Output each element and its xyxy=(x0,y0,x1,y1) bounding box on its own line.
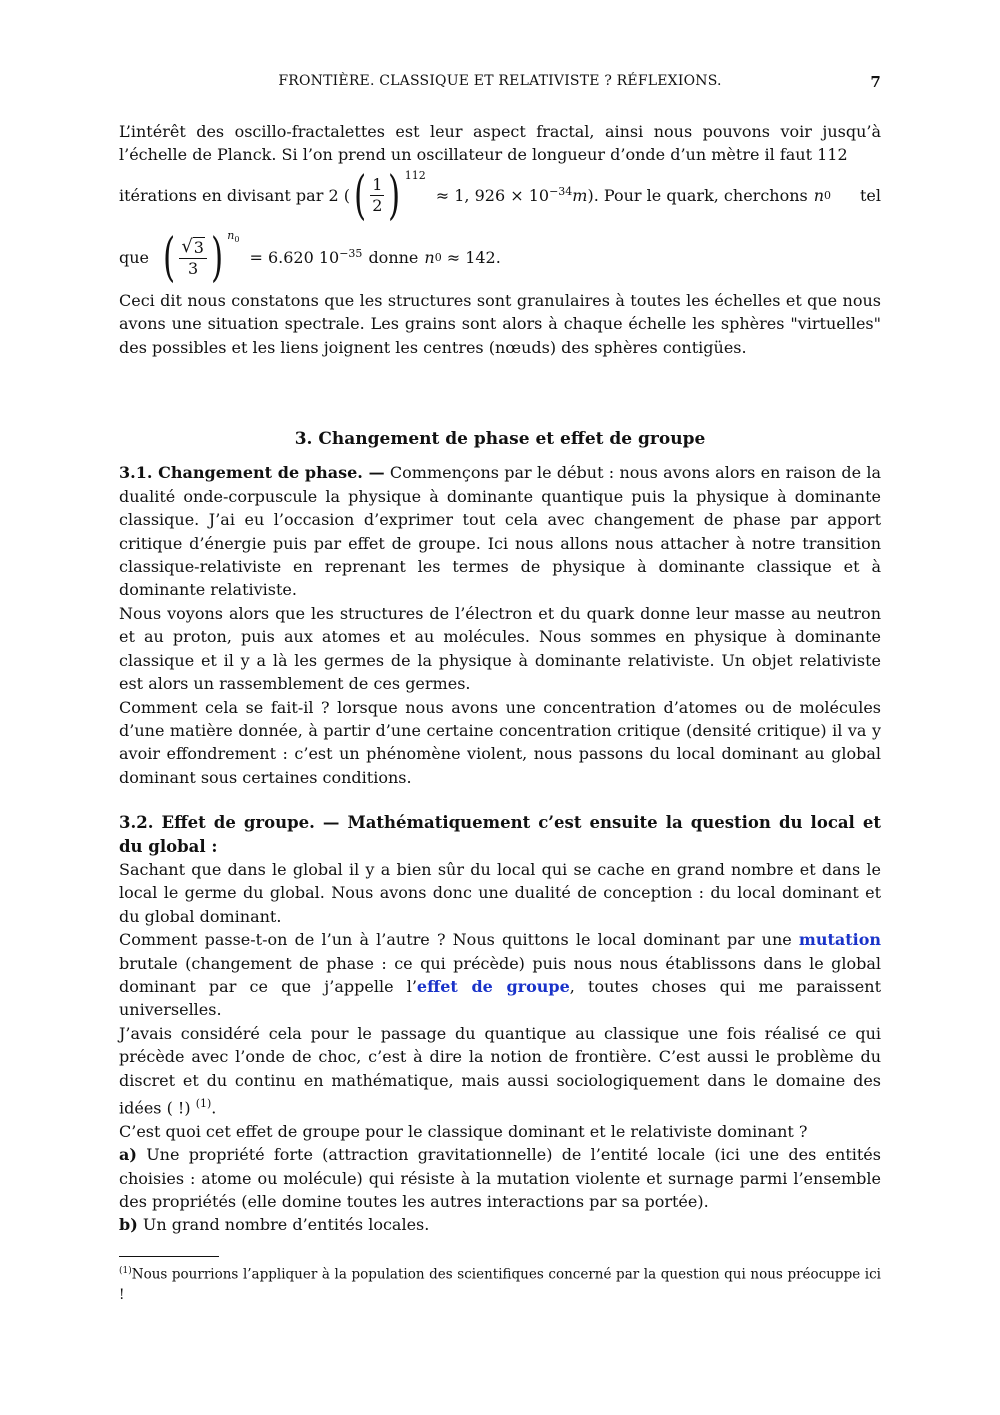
effet-de-groupe-link[interactable]: effet de groupe xyxy=(416,976,570,996)
eq2-rhs-exponent: −35 xyxy=(339,247,363,261)
footnote xyxy=(119,1261,881,1305)
header-title: FRONTIÈRE. CLASSIQUE ET RELATIVISTE ? RÉFLEXIONS. xyxy=(278,73,722,89)
section-3-2-paragraph-1: Sachant que dans le global il y a bien sûr du local qui se cache en grand nombre et dans le local le germe du global. Nous avons donc une dualité de conception : du local dominant et du global dominant. xyxy=(119,859,881,926)
eq2-rhs: = 6.620 10 xyxy=(249,248,340,268)
eq1-unit: m xyxy=(572,186,588,206)
item-b-label: b) xyxy=(119,1215,138,1235)
eq2-sqrt-arg: 3 xyxy=(193,237,204,257)
equation-quark: que ( √ 3 3 ) $n_0$ = 6.620 10 −35 donne n 0 ≈ 142. xyxy=(119,227,881,289)
footnote-divider xyxy=(119,1256,219,1257)
section-3-1-heading: 3.1. Changement de phase. — xyxy=(119,463,385,483)
eq1-variable: n xyxy=(813,186,825,206)
item-a-label: a) xyxy=(119,1145,137,1165)
eq1-numerator: 1 xyxy=(372,175,383,195)
footnote-mark: (1) xyxy=(119,1266,132,1276)
granularity-paragraph: Ceci dit nous constatons que les structures sont granulaires à toutes les échelles et que nous avons une situation spectrale. Les grains sont alors à chaque échelle les sphères "virtuelles" des possibles et les liens joignent les centres (nœuds) des sphères contigües. xyxy=(119,290,881,357)
eq2-fraction xyxy=(179,237,207,279)
section-3-title: 3. Changement de phase et effet de groupe xyxy=(294,429,706,450)
section-3-2-heading: 3.2. Effet de groupe. — Mathématiquement c’est ensuite la question du local et du global : xyxy=(119,813,881,856)
section-3-1-paragraph-1: 3.1. Changement de phase. — Commençons par le début : nous avons alors en raison de la dualité onde-corpuscule la physique à dominante quantique puis la physique à dominante classique. J’ai eu l’occasion d’exprimer tout cela avec changement de phase par apport critique d’énergie puis par effet de groupe. Ici nous allons nous attacher à notre transition classique-relativiste en reprenant les termes de physique à dominante classique et à dominante relativiste. xyxy=(119,463,881,600)
eq1-suffix: ). Pour le quark, cherchons xyxy=(587,186,808,206)
footnote-text: Nous pourrions l’appliquer à la population des scientifiques concerné par la question qui nous préocuppe ici ! xyxy=(119,1266,881,1303)
list-item-b: b) Un grand nombre d’entités locales. xyxy=(119,1215,430,1235)
eq2-text: donne xyxy=(368,248,419,268)
eq2-prefix: que xyxy=(119,248,150,268)
eq1-exponent: 112 xyxy=(404,169,426,183)
equation-planck: itérations en divisant par 2 ( ( $\frac{1}{2}$ ) 112 ≈ 1, 926 × 10 −34 m ). Pour le quark, cherchons n 0 tel xyxy=(119,165,881,226)
mutation-link[interactable]: mutation xyxy=(798,930,881,950)
page-number: 7 xyxy=(870,73,881,91)
eq1-tail: tel xyxy=(859,186,881,206)
section-3-1-paragraph-3: Comment cela se fait-il ? lorsque nous avons une concentration d’atomes ou de molécules d’une matière donnée, à partir d’une certaine concentration critique (densité critique) il va y avoir effondrement : c’est un phénomène violent, nous passons du local dominant au global dominant sous certaines conditions. xyxy=(119,697,881,787)
eq2-variable-subscript: 0 xyxy=(434,251,442,265)
eq1-variable-subscript: 0 xyxy=(824,189,832,203)
sqrt-symbol: √ 3 xyxy=(181,235,204,257)
section-3-1-paragraph-2: Nous voyons alors que les structures de l’électron et du quark donne leur masse au neutron et au proton, puis aux atomes et au molécules. Nous sommes en physique à dominante classique et il y a là les germes de la physique à dominante relativiste. Un objet relativiste est alors un rassemblement de ces germes. xyxy=(119,603,881,694)
eq2-exponent: $n_0$ xyxy=(227,229,240,245)
section-3-2-paragraph-4: C’est quoi cet effet de groupe pour le classique dominant et le relativiste dominant ? xyxy=(119,1121,808,1141)
eq1-prefix: itérations en divisant par 2 ( xyxy=(119,186,350,206)
eq2-numerator xyxy=(179,237,207,259)
footnote-reference[interactable]: (1) xyxy=(195,1097,212,1110)
list-item-a: a) Une propriété forte (attraction gravitationnelle) de l’entité locale (ici une des entités choisies : atome ou molécule) qui résiste à la mutation violente et surnage parmi l’ensemble des propriétés (elle domine toutes les autres interactions par sa portée). xyxy=(119,1145,881,1211)
eq1-rhs-exponent: −34 xyxy=(549,185,573,199)
page-body xyxy=(119,120,881,1237)
section-3-2-paragraph-3: J’avais considéré cela pour le passage du quantique au classique une fois réalisé ce qui précède avec l’onde de choc, c’est à dire la notion de frontière. C’est aussi le problème du discret et du continu en mathématique, mais aussi sociologiquement dans le domaine des idées ( !) $^{(1)}$. xyxy=(119,1023,881,1118)
intro-paragraph: L’intérêt des oscillo-fractalettes est leur aspect fractal, ainsi nous pouvons voir jusqu’à l’échelle de Planck. Si l’on prend un oscillateur de longueur d’onde d’un mètre il faut 112 xyxy=(119,122,881,165)
running-header xyxy=(119,73,881,93)
eq1-fraction xyxy=(370,175,384,216)
section-3-2-paragraph-2: Comment passe-t-on de l’un à l’autre ? Nous quittons le local dominant par une mutation brutale (changement de phase : ce qui précède) puis nous nous établissons dans le global dominant par ce que j’appelle l’effet de groupe, toutes choses qui me paraissent universelles. xyxy=(119,930,882,1020)
eq2-result: ≈ 142. xyxy=(446,248,501,268)
eq2-variable: n xyxy=(424,248,435,268)
eq1-denominator: 2 xyxy=(372,196,383,216)
eq2-denominator: 3 xyxy=(188,258,199,278)
eq1-rhs: ≈ 1, 926 × 10 xyxy=(435,186,550,206)
